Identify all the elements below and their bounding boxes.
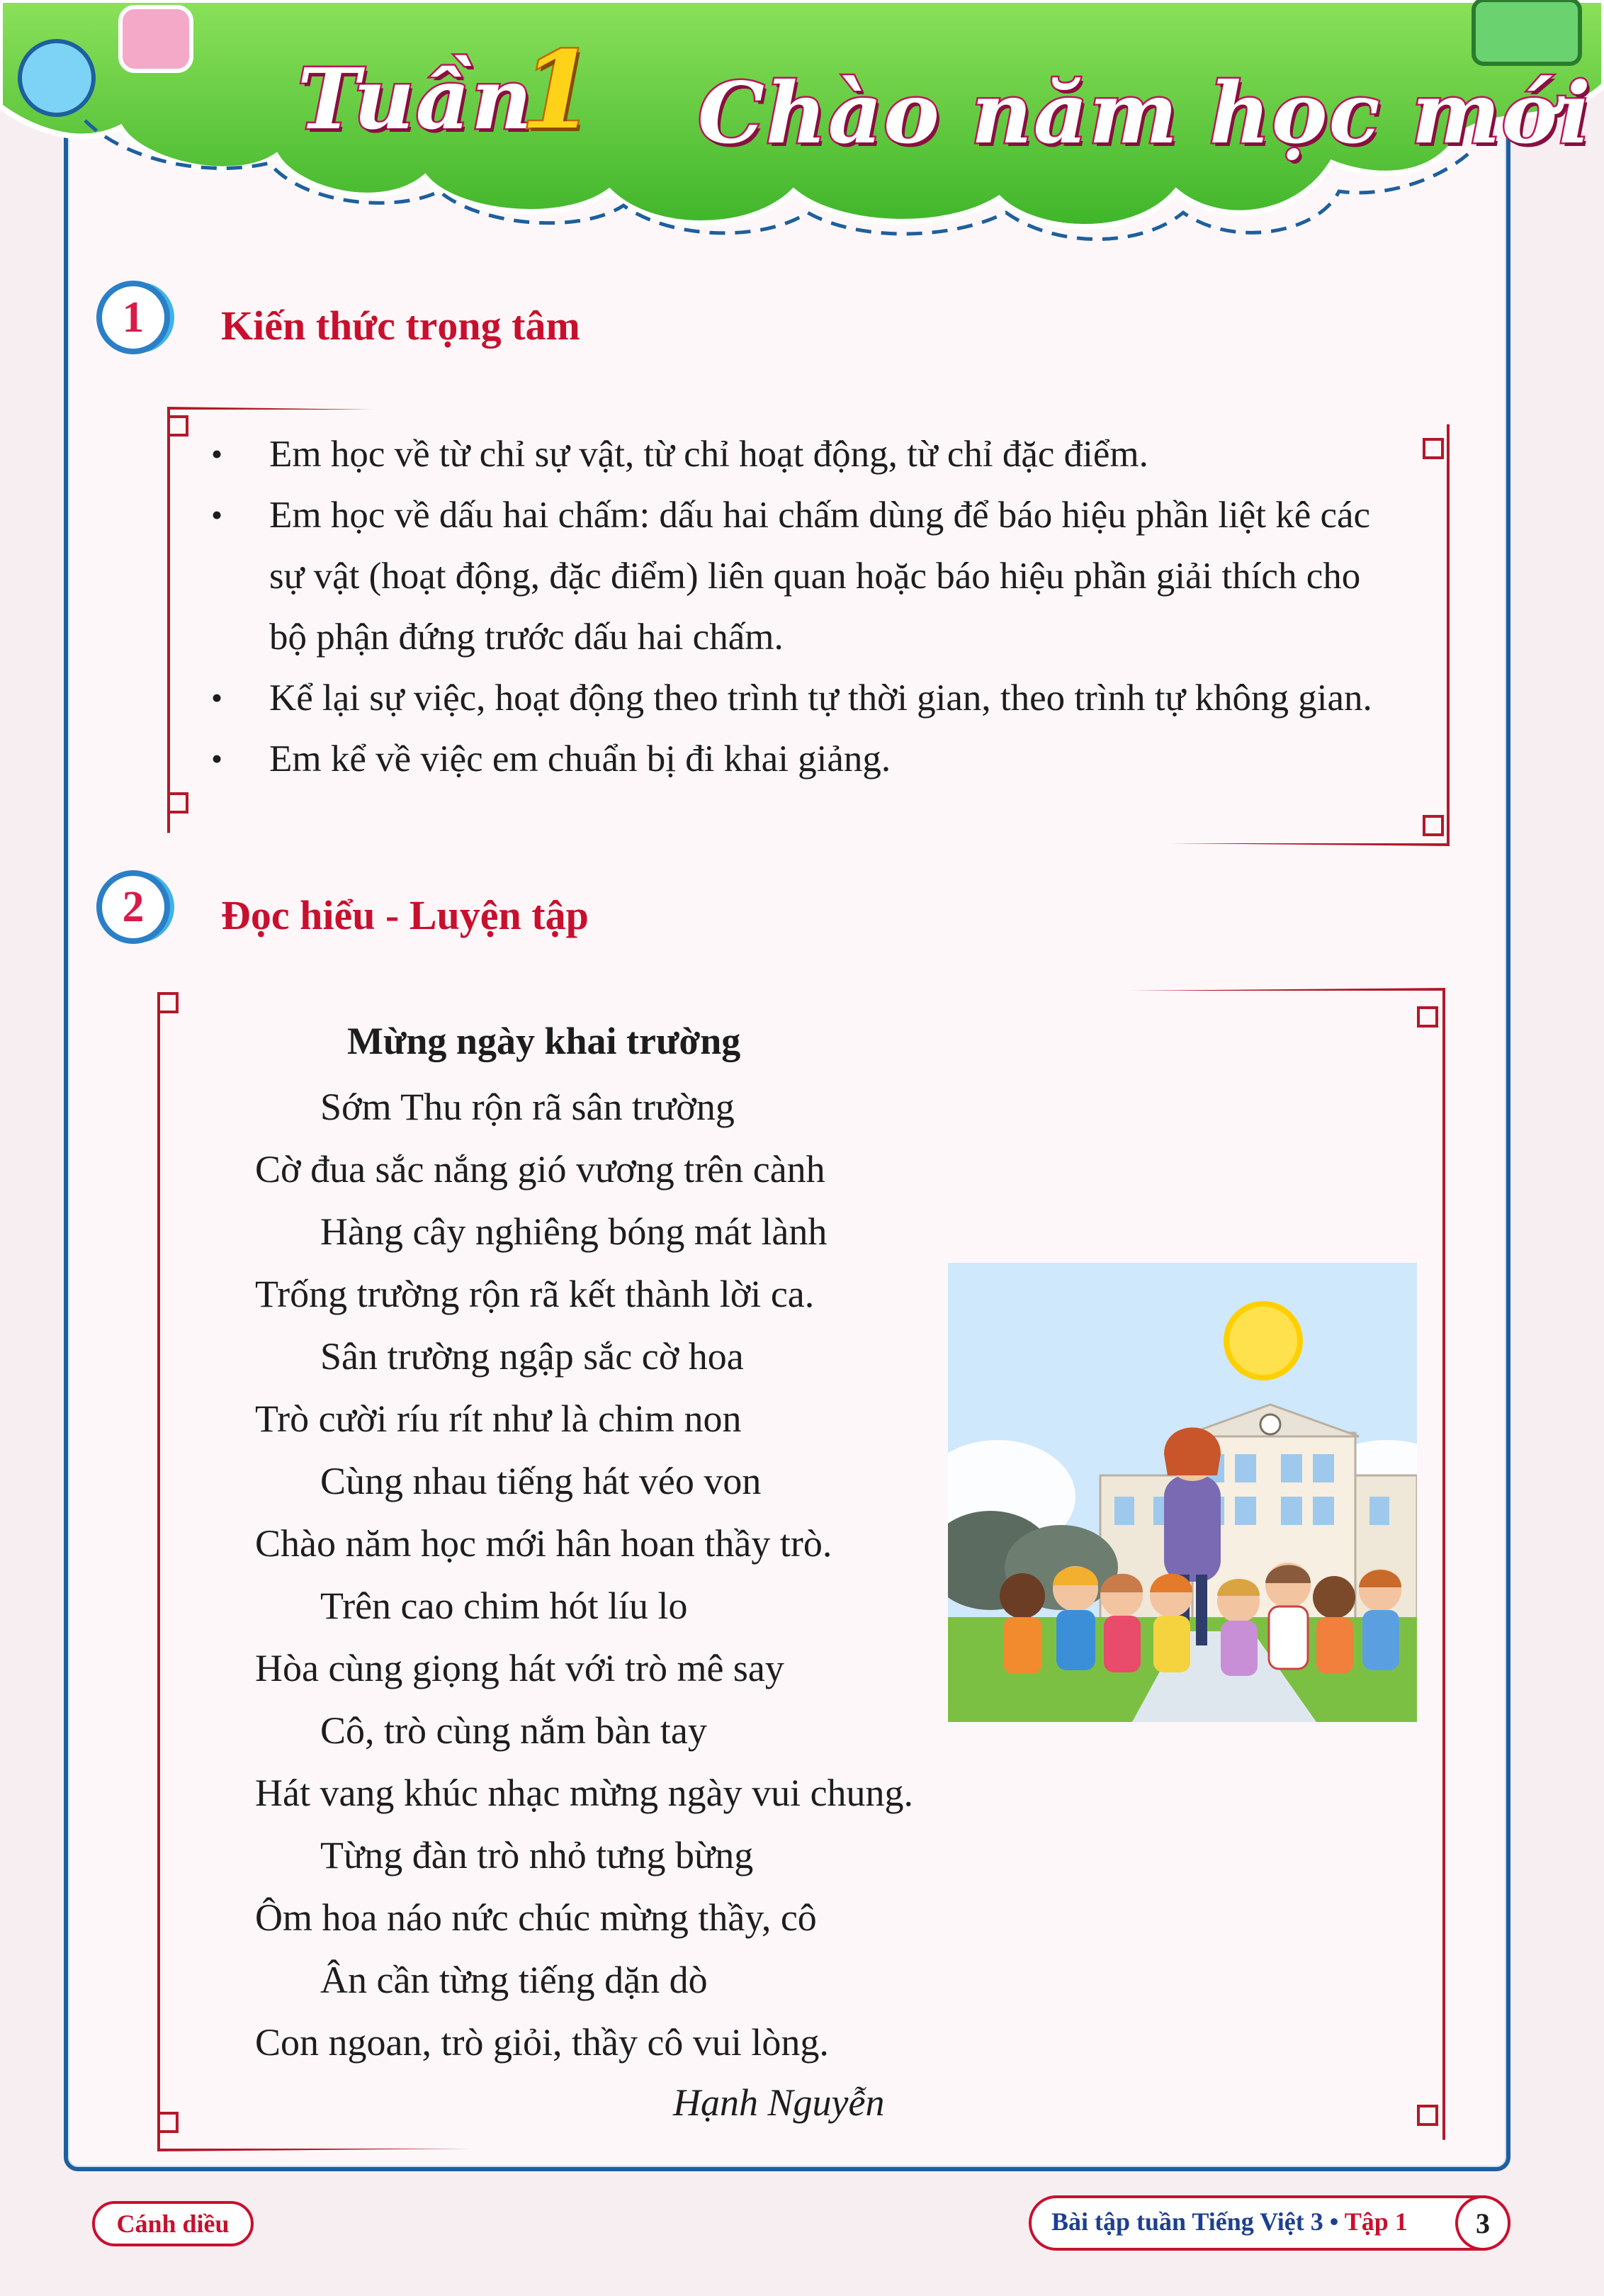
knowledge-list <box>205 424 1438 789</box>
corner-ornament <box>157 2112 179 2133</box>
book-info-badge <box>1029 2195 1510 2251</box>
corner-ornament <box>1417 1006 1438 1028</box>
list-item: • Em học về dấu hai chấm: dấu hai chấm dùng để báo hiệu phần liệt kê các <box>205 485 1438 546</box>
section-1-title: Kiến thức trọng tâm <box>221 303 580 349</box>
poem-author: Hạnh Nguyễn <box>673 2081 885 2124</box>
poem-line: Sớm Thu rộn rã sân trường <box>320 1086 735 1128</box>
page-number: 3 <box>1455 2195 1510 2251</box>
series-badge: Cánh diều <box>92 2201 254 2246</box>
poem-line: Ân cần từng tiếng dặn dò <box>320 1959 708 2001</box>
poem-line: Hát vang khúc nhạc mừng ngày vui chung. <box>255 1772 914 1814</box>
week-number: 1 <box>521 28 595 153</box>
corner-ornament <box>1417 2105 1438 2126</box>
unit-title: Chào năm học mới <box>698 64 1592 162</box>
poem-line: Ôm hoa náo nức chúc mừng thầy, cô <box>255 1896 817 1939</box>
section-1-badge: 1 <box>96 281 170 354</box>
poem-line: Cùng nhau tiếng hát véo von <box>320 1460 762 1502</box>
poem-line: Trống trường rộn rã kết thành lời ca. <box>255 1273 815 1315</box>
list-item: • Em học về từ chỉ sự vật, từ chỉ hoạt động, từ chỉ đặc điểm. <box>205 424 1438 485</box>
poem-line: Cờ đua sắc nắng gió vương trên cành <box>255 1148 825 1191</box>
list-item: • Em kể về việc em chuẩn bị đi khai giảng. <box>205 728 1438 789</box>
poem-line: Chào năm học mới hân hoan thầy trò. <box>255 1522 832 1565</box>
book-title: Bài tập tuần Tiếng Việt 3 • <box>1051 2207 1339 2236</box>
corner-ornament <box>157 992 179 1013</box>
poem-line: Hàng cây nghiêng bóng mát lành <box>320 1210 828 1253</box>
corner-ornament <box>167 792 188 814</box>
week-label: Tuần <box>298 50 534 148</box>
poem-line: Sân trường ngập sắc cờ hoa <box>320 1335 744 1378</box>
section-2-badge: 2 <box>96 870 170 944</box>
corner-ornament <box>1423 815 1444 836</box>
list-item: • Kể lại sự việc, hoạt động theo trình tự thời gian, theo trình tự không gian. <box>205 668 1438 728</box>
section-2-title: Đọc hiểu - Luyện tập <box>221 892 589 938</box>
school-illustration <box>948 1263 1417 1722</box>
list-item-continuation: sự vật (hoạt động, đặc điểm) liên quan hoặc báo hiệu phần giải thích cho <box>269 556 1361 597</box>
poem-title: Mừng ngày khai trường <box>347 1020 741 1062</box>
sun <box>1226 1304 1300 1378</box>
book-info-text <box>1051 2207 1408 2236</box>
poem-line: Cô, trò cùng nắm bàn tay <box>320 1709 707 1752</box>
letter-b-decoration <box>120 7 191 71</box>
volume-label: Tập 1 <box>1344 2207 1408 2236</box>
poem-line: Trò cười ríu rít như là chim non <box>255 1397 742 1440</box>
poem-line: Hòa cùng giọng hát với trò mê say <box>255 1647 784 1689</box>
poem-line: Từng đàn trò nhỏ tưng bừng <box>320 1834 754 1876</box>
poem-line: Trên cao chim hót líu lo <box>320 1585 688 1627</box>
block-decoration <box>1474 0 1580 64</box>
list-item-continuation: bộ phận đứng trước dấu hai chấm. <box>269 617 784 658</box>
poem-line: Con ngoan, trò giỏi, thầy cô vui lòng. <box>255 2021 829 2064</box>
corner-ornament <box>167 415 188 437</box>
letter-c-decoration <box>20 41 94 115</box>
poem <box>255 1076 964 2073</box>
